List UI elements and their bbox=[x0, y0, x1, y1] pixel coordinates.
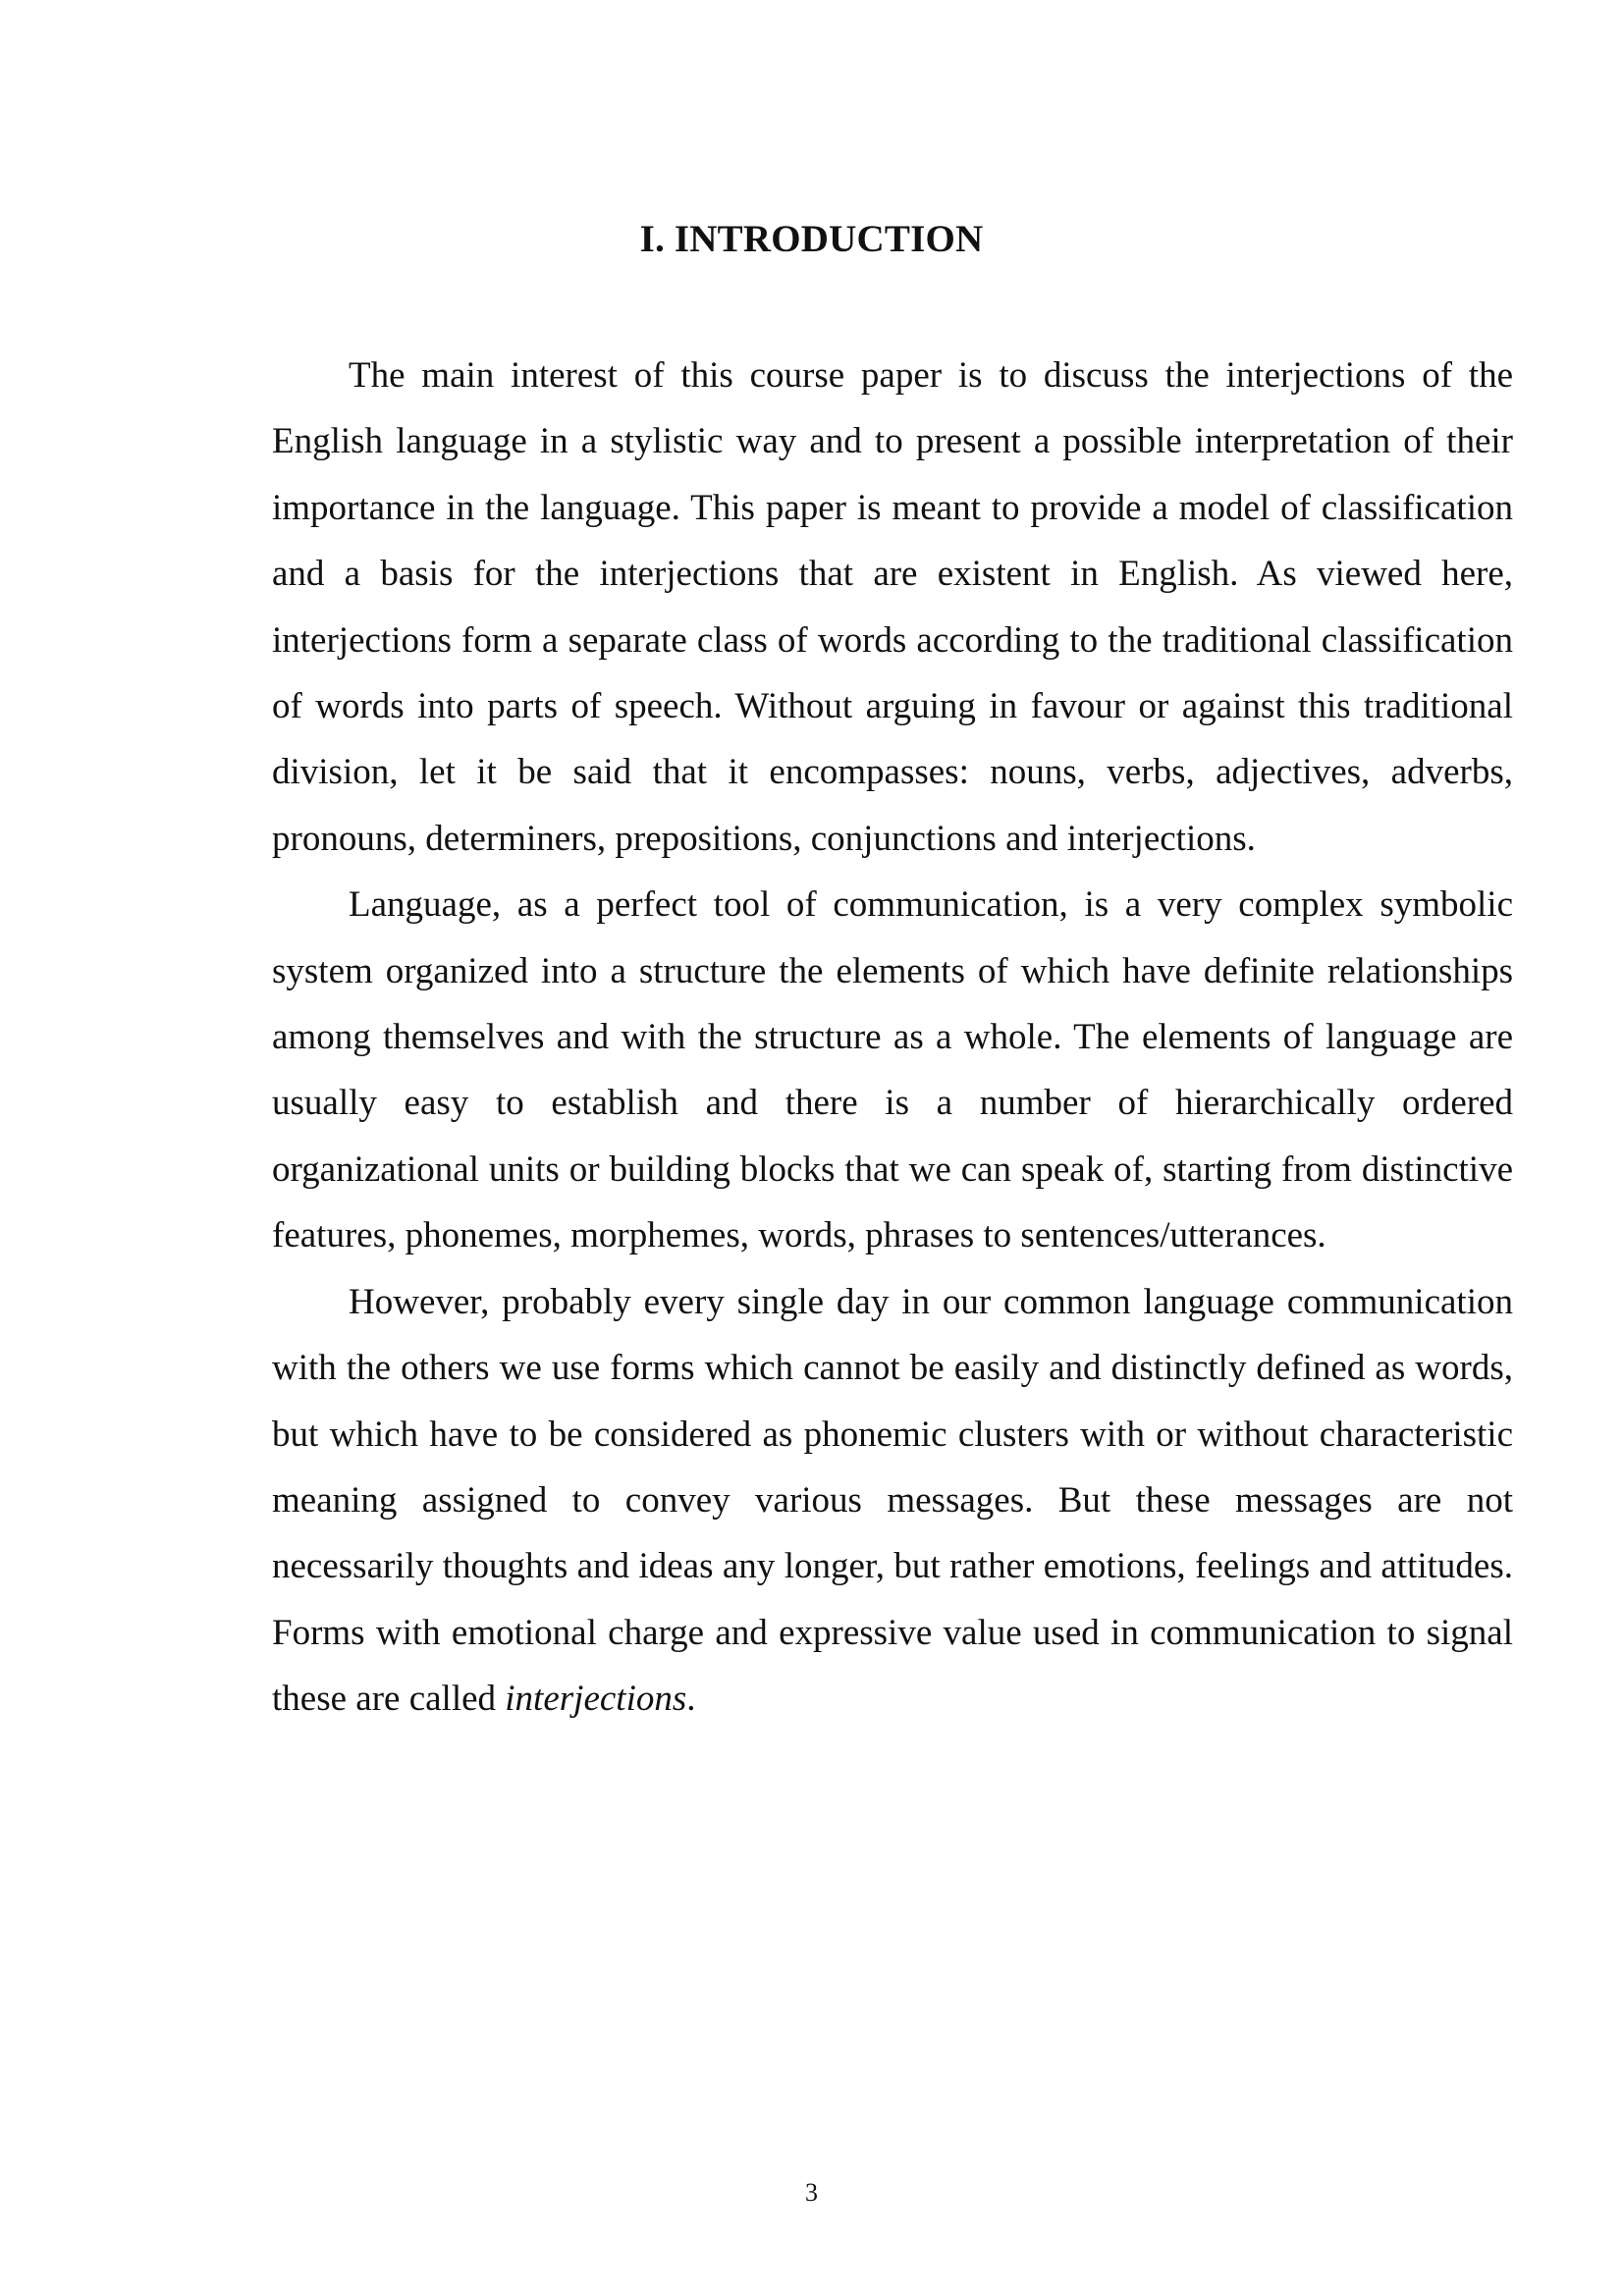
paragraph-1: The main interest of this course paper is to discuss the interjections of the English language in a stylistic way and to present a possible interpretation of their importance in the language. This paper is meant to provide a model of classification and a basis for the interjections that are existent in English. As viewed here, interjections form a separate class of words according to the traditional classification of words into parts of speech. Without arguing in favour or against this traditional division, let it be said that it encompasses: nouns, verbs, adjectives, adverbs, pronouns, determiners, prepositions, conjunctions and interjections. bbox=[272, 355, 1513, 859]
paragraph-3-text: However, probably every single day in our common language communication with the others we use forms which cannot be easily and distinctly defined as words, but which have to be considered as phonemic clusters with or without characteristic meaning assigned to convey various messages. But these messages are not necessarily thoughts and ideas any longer, but rather emotions, feelings and attitudes. Forms with emotional charge and expressive value used in communication to signal these are called bbox=[272, 1281, 1513, 1720]
page-number: 3 bbox=[805, 2178, 818, 2207]
paragraph-3-end: . bbox=[686, 1679, 696, 1720]
emphasized-term: interjections bbox=[505, 1679, 687, 1720]
body-text bbox=[272, 343, 1513, 1733]
paragraph-2: Language, as a perfect tool of communication, is a very complex symbolic system organized into a structure the elements of which have definite relationships among themselves and with the structure as a whole. The elements of language are usually easy to establish and there is a number of hierarchically ordered organizational units or building blocks that we can speak of, starting from distinctive features, phonemes, morphemes, words, phrases to sentences/utterances. bbox=[272, 884, 1513, 1256]
section-title: I. INTRODUCTION bbox=[639, 218, 984, 261]
paragraph-3 bbox=[272, 1269, 1513, 1733]
